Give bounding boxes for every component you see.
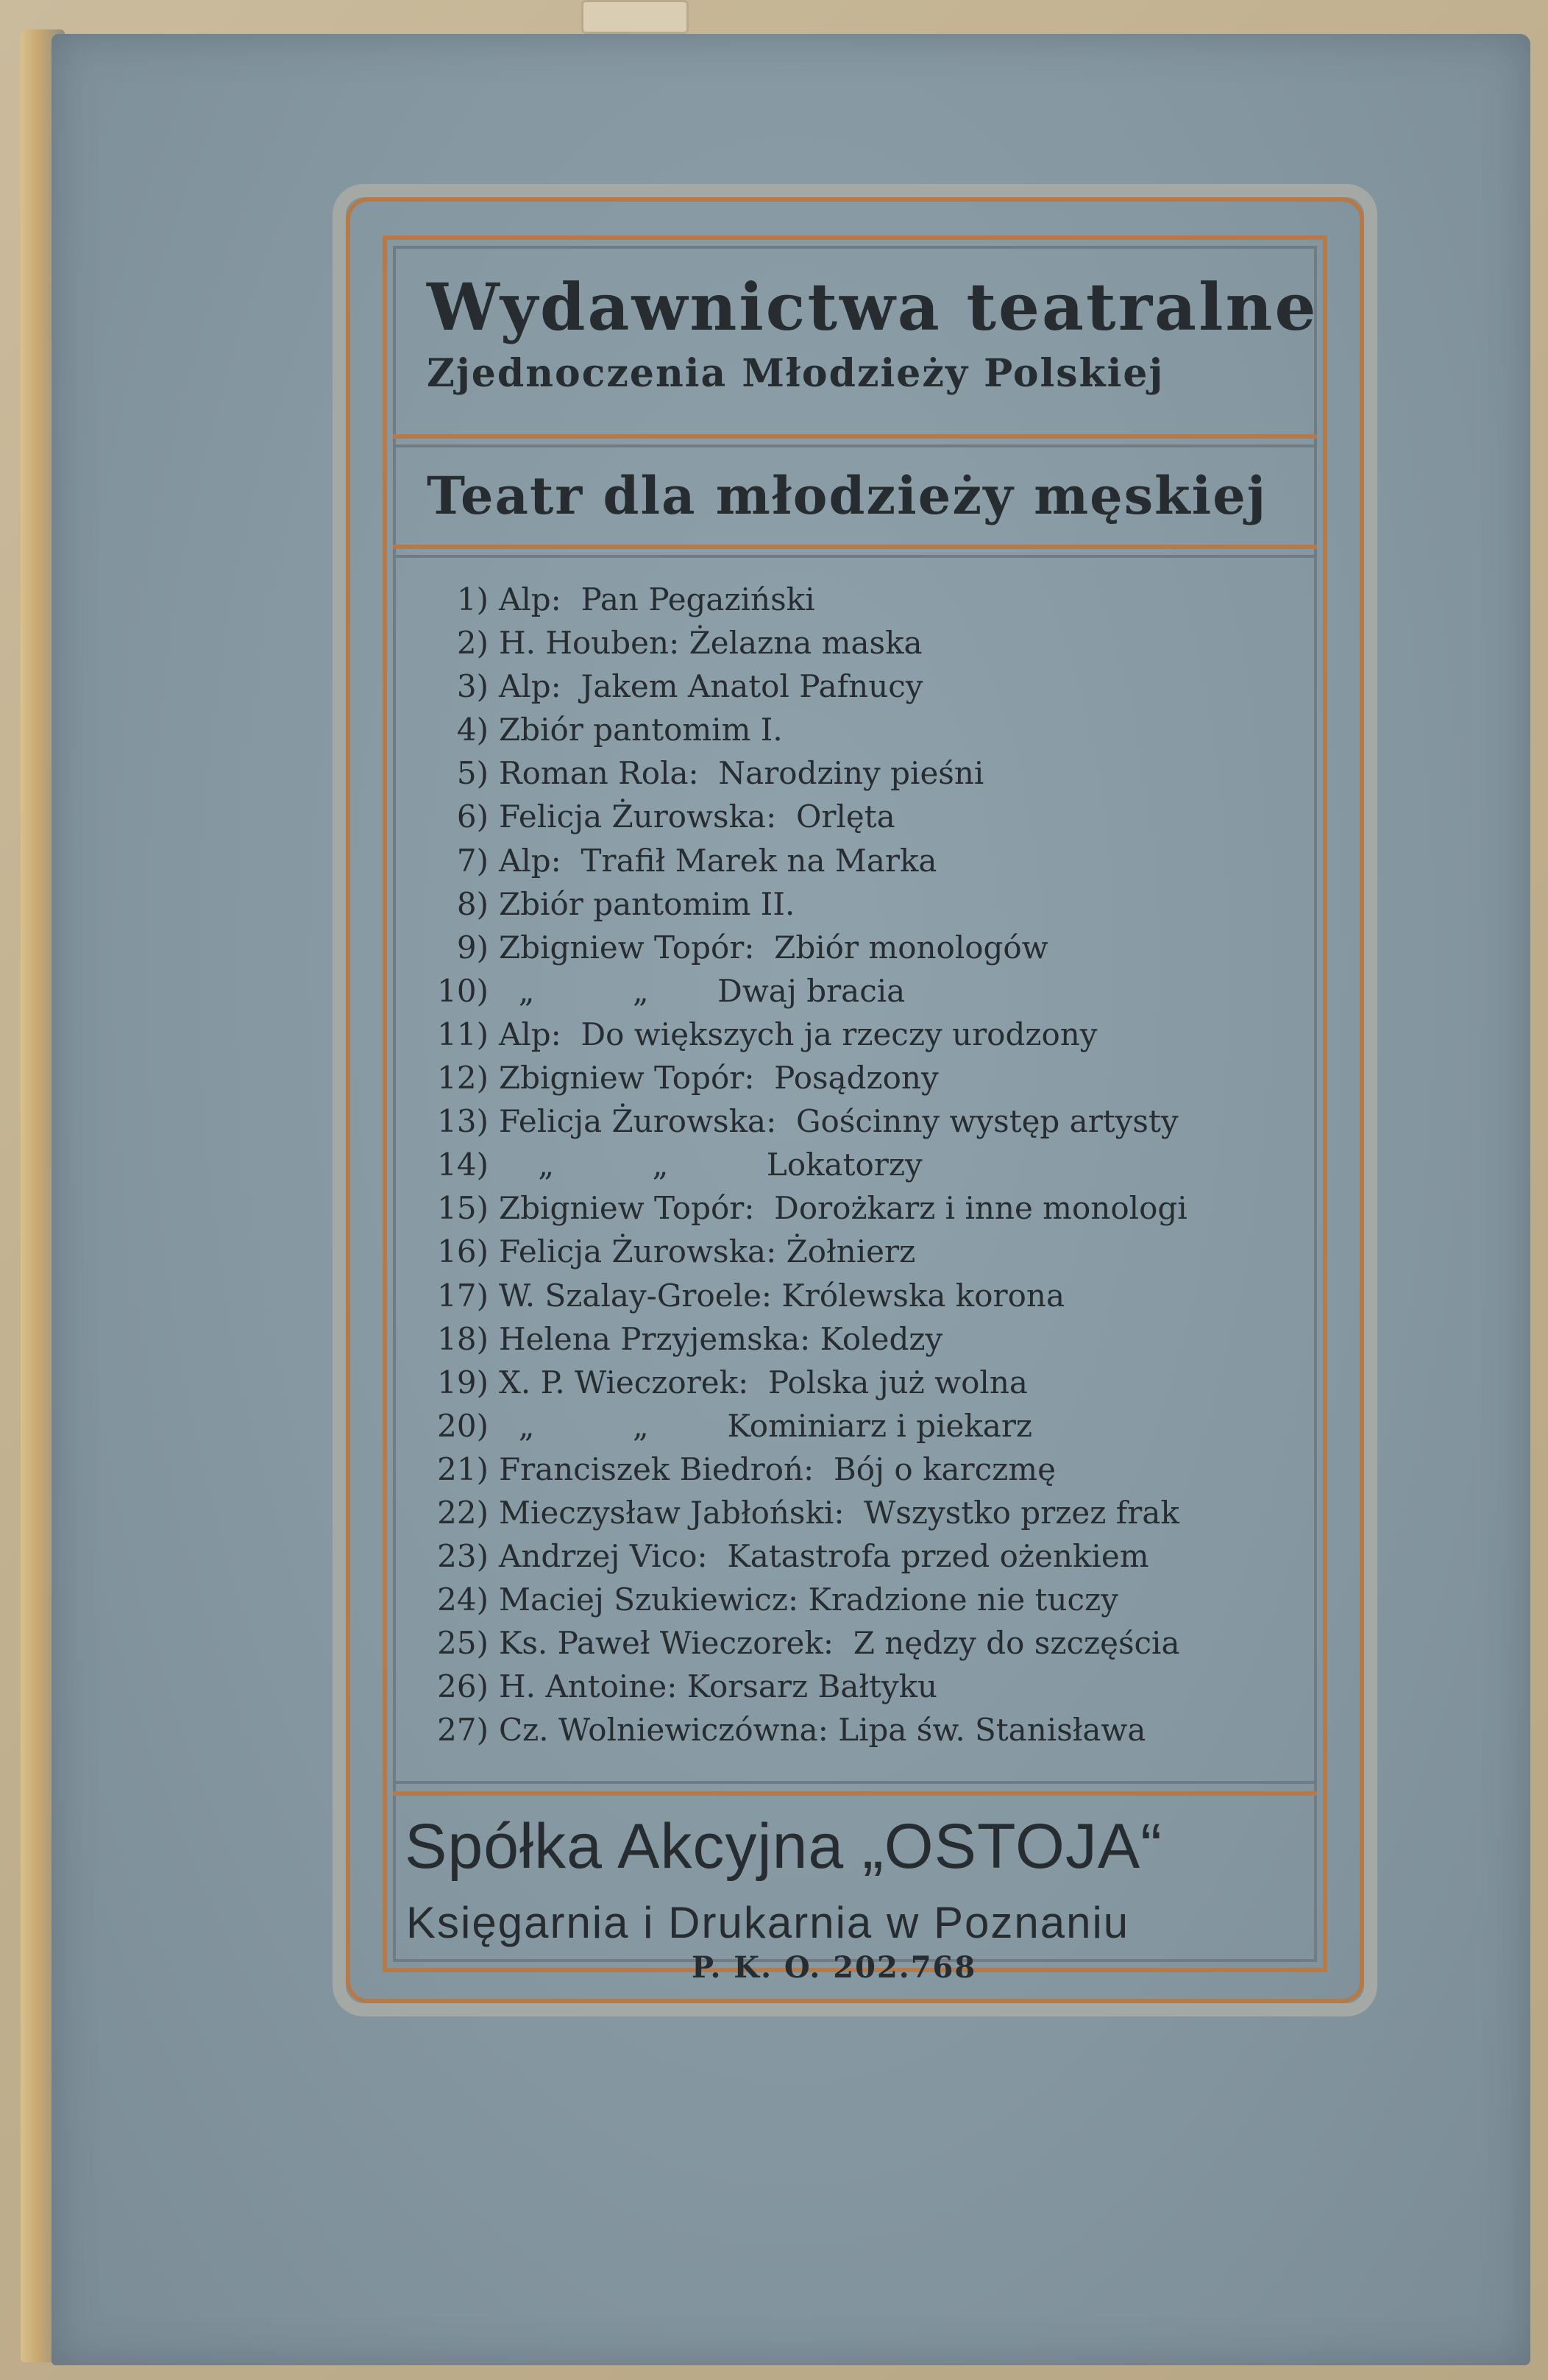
list-item [412, 1408, 1295, 1451]
list-item-number: 9) [456, 929, 489, 966]
list-item [412, 1364, 1295, 1408]
list-item-number: 19) [437, 1364, 489, 1400]
list-item-title: Mieczysław Jabłoński: Wszystko przez frak [499, 1494, 1179, 1531]
list-item-number: 12) [437, 1060, 489, 1097]
list-item-number: 3) [456, 668, 489, 705]
list-item-title: Alp: Trafił Marek na Marka [499, 842, 937, 879]
list-item-title: H. Antoine: Korsarz Bałtyku [499, 1668, 938, 1705]
list-item-number: 23) [437, 1538, 489, 1575]
tape-strip [581, 0, 689, 34]
list-item [412, 712, 1295, 755]
list-item-title: Helena Przyjemska: Koledzy [499, 1320, 943, 1357]
list-item [412, 973, 1295, 1016]
list-item [412, 1712, 1295, 1755]
list-item [412, 1190, 1295, 1233]
list-item [412, 1668, 1295, 1712]
list-item-title: W. Szalay-Groele: Królewska korona [499, 1277, 1065, 1314]
divider-before-footer [393, 1791, 1317, 1796]
list-item-number: 6) [456, 798, 489, 835]
section-heading: Teatr dla młodzieży męskiej [427, 465, 1268, 526]
divider-after-section-heading-dark [393, 555, 1317, 558]
list-item-number: 11) [437, 1016, 489, 1052]
list-item-title: Alp: Pan Pegaziński [499, 581, 815, 617]
list-item [412, 1147, 1295, 1190]
list-item-title: Zbigniew Topór: Zbiór monologów [499, 929, 1048, 966]
list-item [412, 843, 1295, 886]
list-item-title: Zbiór pantomim I. [499, 712, 783, 748]
publication-title: Wydawnictwa teatralne [427, 269, 1318, 345]
list-item-number: 26) [437, 1668, 489, 1705]
list-item-number: 21) [437, 1451, 489, 1487]
publisher-address: Księgarnia i Drukarnia w Poznaniu [406, 1898, 1130, 1947]
publisher-name: Spółka Akcyjna „OSTOJA“ [405, 1811, 1162, 1882]
titles-list [412, 581, 1295, 1756]
divider-after-header [393, 434, 1317, 439]
list-item-number: 7) [456, 842, 489, 879]
list-item [412, 625, 1295, 668]
list-item [412, 798, 1295, 842]
list-item [412, 1103, 1295, 1147]
list-item-number: 24) [437, 1582, 489, 1618]
list-item-title: Ks. Paweł Wieczorek: Z nędzy do szczęścia [499, 1625, 1180, 1662]
list-item-title: Zbigniew Topór: Dorożkarz i inne monologi [499, 1190, 1187, 1227]
list-item [412, 1016, 1295, 1060]
list-item-title: Felicja Żurowska: Żołnierz [499, 1233, 916, 1270]
list-item [412, 1451, 1295, 1495]
divider-after-section-heading [393, 545, 1317, 549]
list-item-title: Felicja Żurowska: Orlęta [499, 798, 895, 835]
list-item [412, 1321, 1295, 1364]
list-item-title: Cz. Wolniewiczówna: Lipa św. Stanisława [499, 1712, 1146, 1749]
list-item-number: 14) [437, 1147, 489, 1183]
publication-subtitle: Zjednoczenia Młodzieży Polskiej [427, 351, 1165, 396]
list-item [412, 1625, 1295, 1668]
list-item [412, 1233, 1295, 1277]
list-item [412, 886, 1295, 929]
list-item [412, 668, 1295, 712]
list-item-number: 18) [437, 1320, 489, 1357]
list-item [412, 1060, 1295, 1103]
list-item-title: Zbigniew Topór: Posądzony [499, 1060, 939, 1097]
list-item-title: Alp: Do większych ja rzeczy urodzony [499, 1016, 1098, 1052]
list-item-number: 27) [437, 1712, 489, 1749]
list-item-number: 4) [456, 712, 489, 748]
list-item-number: 8) [456, 885, 489, 922]
list-item-title: „ „ Dwaj bracia [499, 972, 906, 1009]
list-item [412, 581, 1295, 625]
list-item-number: 22) [437, 1494, 489, 1531]
divider-after-header-dark [393, 445, 1317, 447]
list-item-number: 2) [456, 625, 489, 662]
list-item-number: 25) [437, 1625, 489, 1662]
list-item-number: 16) [437, 1233, 489, 1270]
list-item-title: Alp: Jakem Anatol Pafnucy [499, 668, 923, 705]
divider-before-footer-dark [393, 1781, 1317, 1784]
list-item-title: Andrzej Vico: Katastrofa przed ożenkiem [499, 1538, 1149, 1575]
list-item-title: Felicja Żurowska: Gościnny występ artysty [499, 1103, 1179, 1140]
list-item-number: 13) [437, 1103, 489, 1140]
list-item-number: 5) [456, 755, 489, 792]
list-item [412, 1278, 1295, 1321]
list-item-title: Zbiór pantomim II. [499, 885, 795, 922]
list-item-title: X. P. Wieczorek: Polska już wolna [499, 1364, 1028, 1400]
list-item [412, 1582, 1295, 1625]
list-item [412, 1495, 1295, 1538]
list-item-title: „ „ Lokatorzy [499, 1147, 923, 1183]
list-item-number: 10) [437, 972, 489, 1009]
list-item-number: 20) [437, 1407, 489, 1444]
list-item-title: Franciszek Biedroń: Bój o karczmę [499, 1451, 1056, 1487]
list-item [412, 929, 1295, 973]
list-item [412, 755, 1295, 798]
list-item-title: H. Houben: Żelazna maska [499, 625, 923, 662]
list-item-number: 17) [437, 1277, 489, 1314]
list-item-title: Maciej Szukiewicz: Kradzione nie tuczy [499, 1582, 1118, 1618]
list-item-title: Roman Rola: Narodziny pieśni [499, 755, 984, 792]
list-item-title: „ „ Kominiarz i piekarz [499, 1407, 1033, 1444]
account-number: P. K. O. 202.768 [692, 1950, 977, 1985]
list-item [412, 1538, 1295, 1582]
list-item-number: 15) [437, 1190, 489, 1227]
list-item-number: 1) [456, 581, 489, 617]
